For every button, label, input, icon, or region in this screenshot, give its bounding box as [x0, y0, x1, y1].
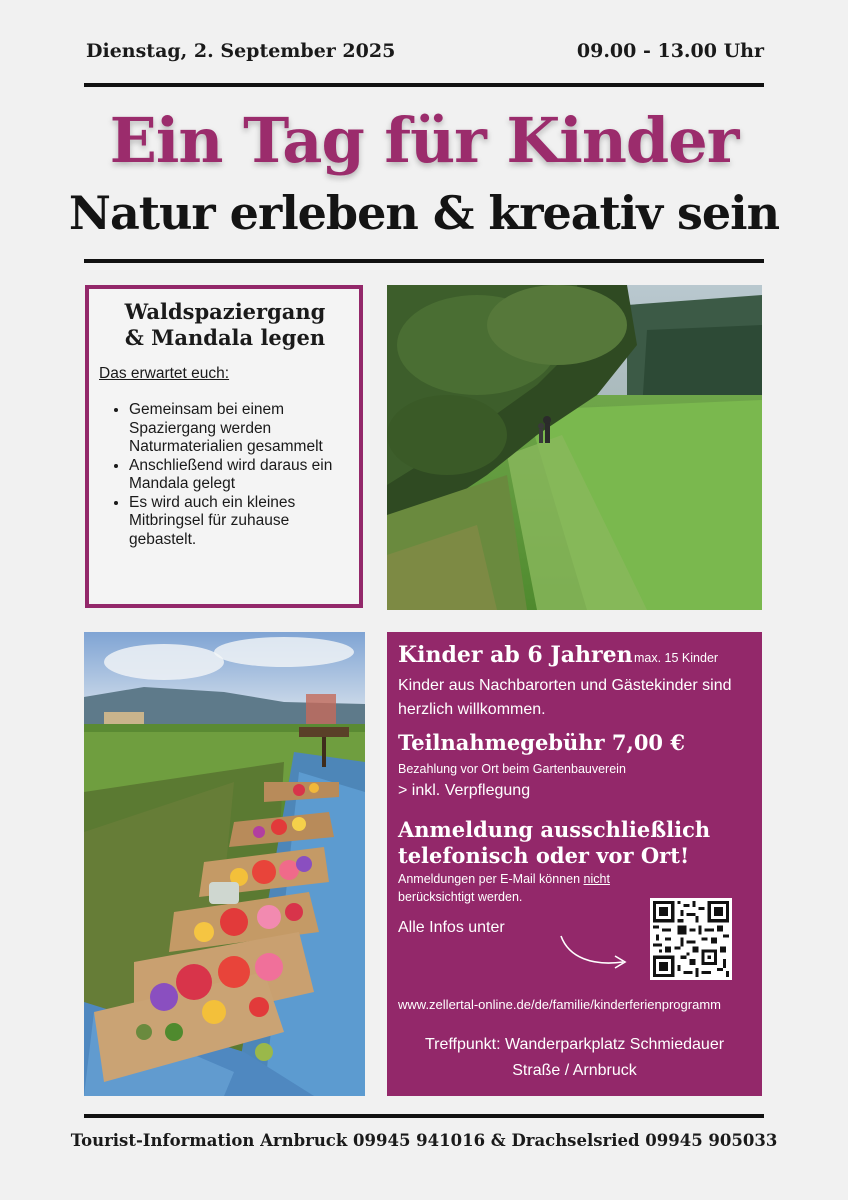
qr-code-icon[interactable]: [650, 898, 732, 980]
info-box: [387, 632, 762, 1096]
event-date: Dienstag, 2. September 2025: [86, 40, 396, 62]
divider-bottom: [84, 1114, 764, 1118]
included-note: > inkl. Verpflegung: [398, 782, 531, 799]
register-heading: Anmeldung ausschließlich telefonisch oder vor Ort!: [398, 817, 711, 868]
activity-title: [99, 299, 351, 351]
payment-note: Bezahlung vor Ort beim Gartenbauverein: [398, 762, 626, 776]
page-subtitle: Natur erleben & kreativ sein: [68, 186, 780, 240]
email-note-emphasis: nicht: [583, 872, 610, 886]
meeting-point: [387, 1032, 762, 1084]
activity-list: [99, 401, 351, 549]
arrow-icon: [557, 932, 632, 974]
meeting-point-line2: Straße / Arnbruck: [512, 1062, 637, 1079]
list-item: • Anschließend wird daraus ein Mandala gelegt: [129, 457, 351, 494]
list-item: • Gemeinsam bei einem Spaziergang werden Naturmaterialien gesammelt: [129, 401, 351, 457]
expect-label: Das erwartet euch:: [99, 365, 230, 382]
welcome-text: Kinder aus Nachbarorten und Gästekinder sind herzlich willkommen.: [398, 677, 732, 718]
divider-top: [84, 83, 764, 87]
email-note-end: berücksichtigt werden.: [398, 890, 523, 904]
page-title: Ein Tag für Kinder: [109, 104, 739, 177]
all-info-label: Alle Infos unter: [398, 919, 505, 936]
meadow-photo: [387, 285, 762, 610]
activity-title-line1: Waldspaziergang: [124, 299, 326, 324]
age-heading: Kinder ab 6 Jahren: [398, 642, 633, 668]
divider-title: [84, 259, 764, 263]
meeting-point-line1: Treffpunkt: Wanderparkplatz Schmiedauer: [424, 1036, 725, 1053]
email-note: [398, 870, 658, 906]
activity-box: [85, 285, 363, 608]
mandala-photo: [84, 632, 365, 1096]
max-kids-note: max. 15 Kinder: [634, 651, 719, 665]
website-link[interactable]: www.zellertal-online.de/de/familie/kinderferienprogramm: [398, 997, 721, 1012]
list-item: • Es wird auch ein kleines Mitbringsel für zuhause gebastelt.: [129, 494, 351, 550]
event-time: 09.00 - 13.00 Uhr: [576, 40, 764, 62]
email-note-start: Anmeldungen per E-Mail können: [398, 872, 584, 886]
fee-heading: Teilnahmegebühr 7,00 €: [398, 730, 685, 755]
activity-title-line2: & Mandala legen: [124, 325, 326, 350]
footer-contact: Tourist-Information Arnbruck 09945 941016 & Drachselsried 09945 905033: [70, 1131, 778, 1150]
